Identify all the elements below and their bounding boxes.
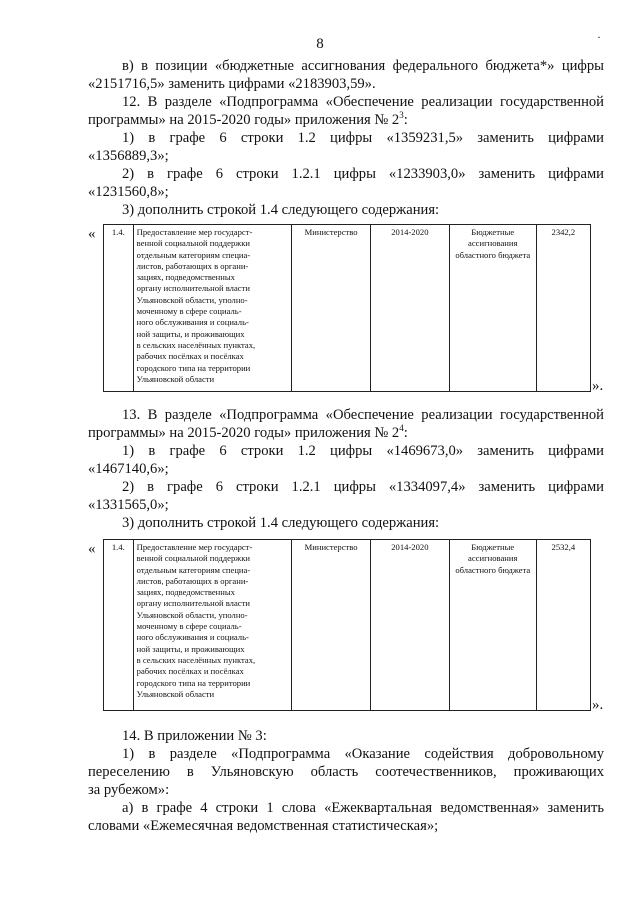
name-line: моченному в сфере социаль-: [136, 306, 242, 317]
name-line: Ульяновской области, уполно-: [136, 294, 248, 305]
para-2-colon: :: [403, 112, 408, 128]
cell-value: 2532,4: [536, 540, 590, 711]
para-10: 14. В приложении № 3:: [122, 728, 267, 744]
para-5: 3) дополнить строкой 1.4 следующего содержания:: [122, 202, 440, 218]
para-12-line-2: словами «Ежемесячная ведомственная статистическая»;: [88, 818, 439, 834]
para-11-line-1: 1) в разделе «Подпрограмма «Оказание содействия добровольному: [122, 746, 604, 762]
cell-value: 2342,2: [536, 225, 590, 392]
name-line: городского типа на территории: [136, 362, 251, 373]
cell-source: Бюджетные ассигнования областного бюджета: [449, 540, 536, 711]
para-2-line-2: [88, 112, 604, 130]
insert-table-2: [103, 539, 591, 711]
table-row: [104, 540, 591, 711]
name-line: моченному в сфере социаль-: [136, 621, 242, 632]
name-line: Предоставление мер государст-: [136, 227, 253, 237]
insert-table-1: [103, 224, 591, 392]
para-6-colon: :: [403, 425, 408, 441]
page-number: 8: [316, 36, 324, 52]
para-8-line-1: 2) в графе 6 строки 1.2.1 цифры «1334097,4» заменить цифрами: [122, 479, 604, 495]
footnote-ref-3: 3: [399, 110, 404, 121]
cell-name: [133, 540, 292, 711]
para-11-line-3: за рубежом»:: [88, 782, 170, 798]
para-6-line-1: 13. В разделе «Подпрограмма «Обеспечение реализации государственной: [122, 407, 604, 423]
name-line: рабочих посёлках и посёлках: [136, 666, 244, 677]
para-8-line-2: «1331565,0»;: [88, 497, 169, 513]
para-7-line-1: 1) в графе 6 строки 1.2 цифры «1469673,0» заменить цифрами: [122, 443, 604, 459]
para-2-text: программы» на 2015-2020 годы» приложения № 2: [88, 112, 400, 128]
cell-years: 2014-2020: [371, 540, 450, 711]
footnote-ref-4: 4: [399, 423, 404, 434]
quote-close-1: ».: [592, 378, 604, 394]
para-1-line-2: «2151716,5» заменить цифрами «2183903,59».: [88, 76, 376, 92]
name-line: отдельным категориям специа-: [136, 564, 251, 575]
table-row: [104, 225, 591, 392]
para-9: 3) дополнить строкой 1.4 следующего содержания:: [122, 515, 440, 531]
name-line: рабочих посёлках и посёлках: [136, 351, 244, 362]
cell-ministry: Министерство: [292, 225, 371, 392]
name-line: ной защиты, и проживающих: [136, 643, 245, 654]
cell-name: [133, 225, 292, 392]
para-11-line-2: переселению в Ульяновскую область соотечественников, проживающих: [88, 764, 604, 780]
name-line: листов, работающих в органи-: [136, 575, 249, 586]
name-line: органу исполнительной власти: [136, 283, 250, 294]
quote-close-2: ».: [592, 697, 604, 713]
name-line: ного обслуживания и социаль-: [136, 317, 249, 328]
para-6-text: программы» на 2015-2020 годы» приложения № 2: [88, 425, 400, 441]
name-line: Предоставление мер государст-: [136, 542, 253, 552]
name-line: ной защиты, и проживающих: [136, 328, 245, 339]
quote-open-1: «: [88, 226, 96, 242]
name-line: венной социальной поддержки: [136, 238, 250, 249]
cell-num: 1.4.: [104, 540, 134, 711]
name-line: отдельным категориям специа-: [136, 249, 251, 260]
para-4-line-2: «1231560,8»;: [88, 184, 169, 200]
name-line: Ульяновской области: [136, 373, 215, 384]
name-line: венной социальной поддержки: [136, 553, 250, 564]
name-line: ного обслуживания и социаль-: [136, 632, 249, 643]
name-line: Ульяновской области, уполно-: [136, 609, 248, 620]
name-line: зациях, подведомственных: [136, 587, 235, 598]
name-line: в сельских населённых пунктах,: [136, 654, 256, 665]
name-line: городского типа на территории: [136, 677, 251, 688]
para-2-line-1: 12. В разделе «Подпрограмма «Обеспечение реализации государственной: [122, 94, 604, 110]
para-12-line-1: а) в графе 4 строки 1 слова «Ежеквартальная ведомственная» заменить: [122, 800, 604, 816]
name-line: Ульяновской области: [136, 688, 215, 699]
cell-years: 2014-2020: [371, 225, 450, 392]
quote-open-2: «: [88, 541, 96, 557]
cell-ministry: Министерство: [292, 540, 371, 711]
para-7-line-2: «1467140,6»;: [88, 461, 169, 477]
para-4-line-1: 2) в графе 6 строки 1.2.1 цифры «1233903,0» заменить цифрами: [122, 166, 604, 182]
para-1-line-1: в) в позиции «бюджетные ассигнования федерального бюджета*» цифры: [122, 58, 604, 74]
para-3-line-2: «1356889,3»;: [88, 148, 169, 164]
para-6-line-2: [88, 425, 604, 443]
name-line: зациях, подведомственных: [136, 272, 235, 283]
cell-num: 1.4.: [104, 225, 134, 392]
para-3-line-1: 1) в графе 6 строки 1.2 цифры «1359231,5» заменить цифрами: [122, 130, 604, 146]
cell-source: Бюджетные ассигнования областного бюджета: [449, 225, 536, 392]
corner-mark: ·: [597, 30, 601, 44]
name-line: листов, работающих в органи-: [136, 260, 249, 271]
name-line: в сельских населённых пунктах,: [136, 339, 256, 350]
name-line: органу исполнительной власти: [136, 598, 250, 609]
